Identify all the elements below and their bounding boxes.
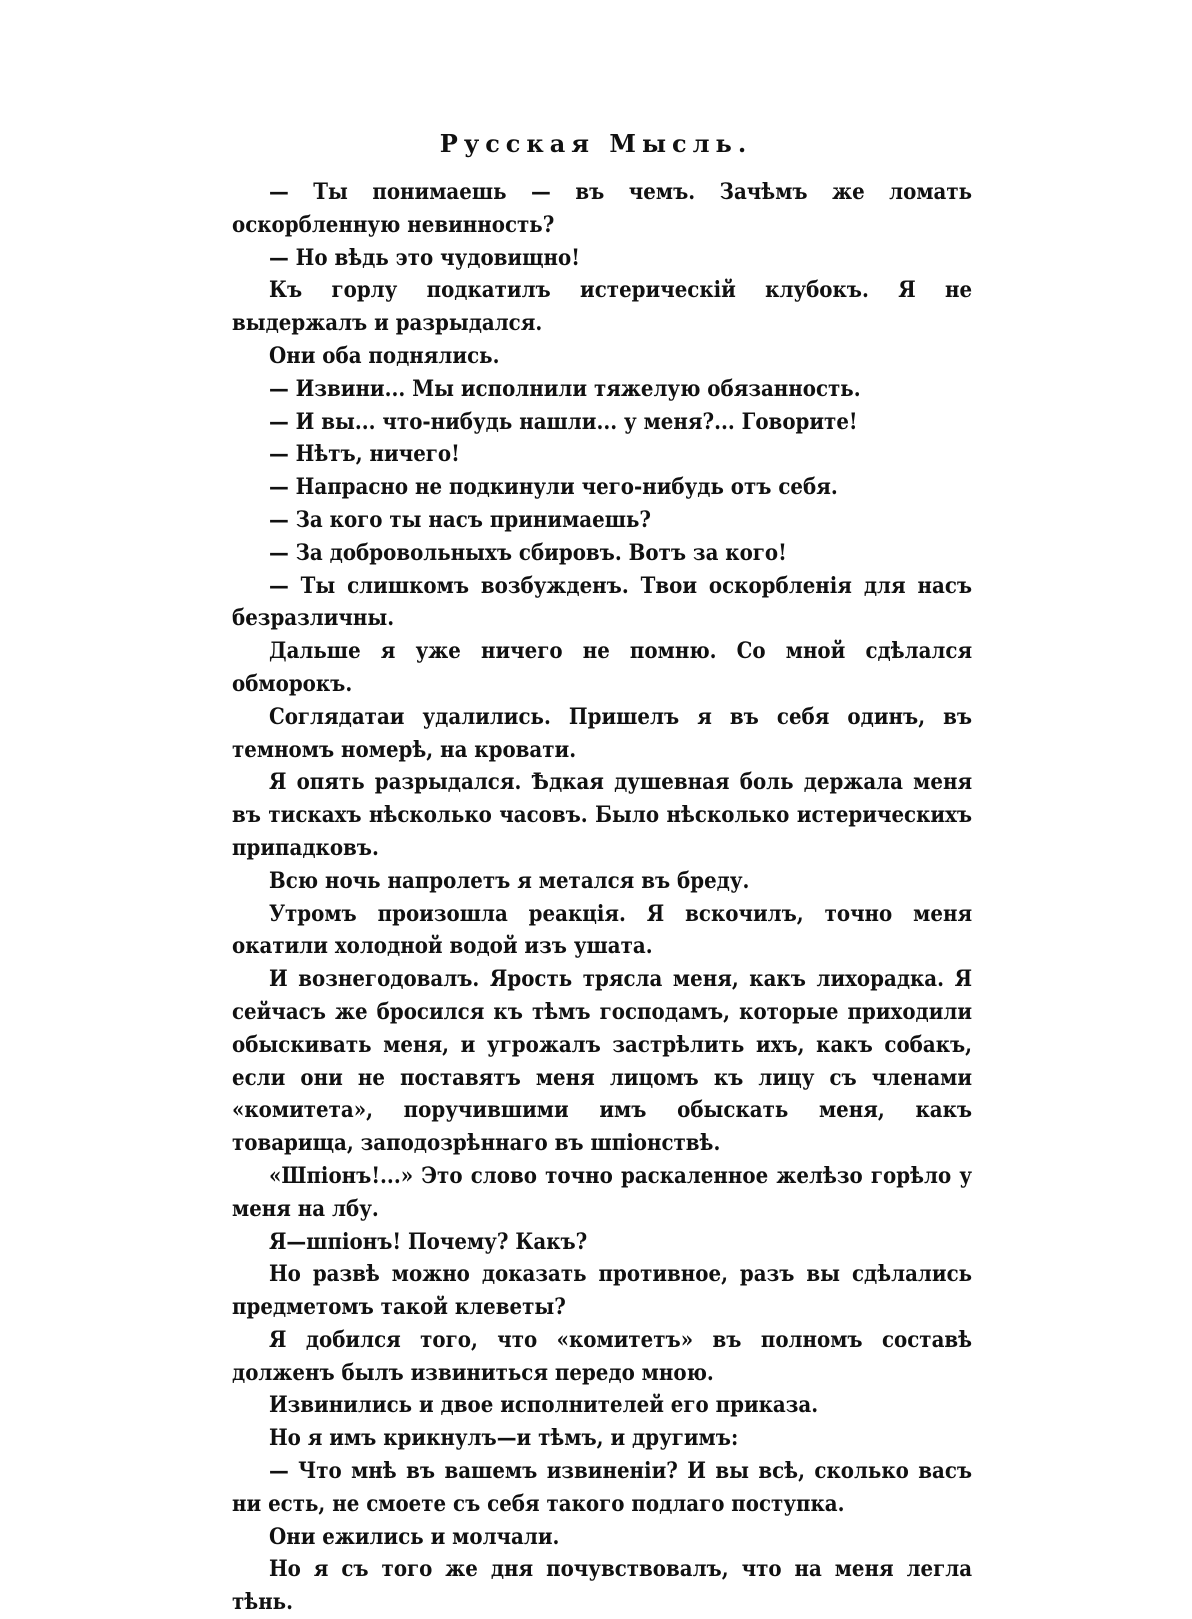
paragraph: Они ежились и молчали. bbox=[268, 1523, 560, 1550]
paragraph: — Но вѣдь это чудовищно! bbox=[268, 244, 580, 271]
paragraph: «Шпіонъ!...» Это слово точно раскаленное желѣзо горѣло у меня на лбу. bbox=[232, 1162, 973, 1222]
paragraph: — И вы... что-нибудь нашли... у меня?... Говорите! bbox=[268, 408, 858, 435]
paragraph: — Ты понимаешь — въ чемъ. Зачѣмъ же ломать оскорбленную невинность? bbox=[232, 179, 973, 238]
paragraph: Но развѣ можно доказать противное, разъ вы сдѣлались предметомъ такой клеветы? bbox=[232, 1261, 973, 1321]
paragraph: Извинились и двое исполнителей его приказа. bbox=[268, 1392, 819, 1419]
paragraph: Я опять разрыдался. Ѣдкая душевная боль держала меня въ тискахъ нѣсколько часовъ. Было нѣсколько истерическихъ припадковъ. bbox=[232, 769, 973, 861]
paragraph: Соглядатаи удалились. Пришелъ я въ себя одинъ, въ темномъ номерѣ, на кровати. bbox=[232, 703, 973, 763]
paragraph: Утромъ произошла реакція. Я вскочилъ, точно меня окатили холодной водой изъ ушата. bbox=[232, 900, 973, 960]
paragraph: — За кого ты насъ принимаешь? bbox=[268, 506, 652, 533]
paragraph: Дальше я уже ничего не помню. Со мной сдѣлался обморокъ. bbox=[232, 638, 973, 697]
paragraph: И вознегодовалъ. Ярость трясла меня, какъ лихорадка. Я сейчасъ же бросился къ тѣмъ господамъ, которые приходили обыскивать меня, и угрожалъ застрѣлить ихъ, какъ собакъ, если они не поставятъ меня лицомъ къ лицу съ членами «комитета», поручившими имъ обыскать меня, какъ товарища, заподозрѣннаго въ шпіонствѣ. bbox=[232, 966, 973, 1157]
paragraph: Къ горлу подкатилъ истерическій клубокъ. Я не выдержалъ и разрыдался. bbox=[232, 277, 973, 337]
paragraph: Всю ночь напролетъ я метался въ бреду. bbox=[268, 867, 750, 894]
paragraph: — Что мнѣ въ вашемъ извиненіи? И вы всѣ, сколько васъ ни есть, не смоете съ себя такого подлаго поступка. bbox=[232, 1458, 973, 1517]
paragraph: — Извини... Мы исполнили тяжелую обязанность. bbox=[268, 375, 861, 402]
paragraph: Они оба поднялись. bbox=[268, 342, 500, 369]
paragraph: — Напрасно не подкинули чего-нибудь отъ себя. bbox=[268, 474, 838, 501]
paragraph: — Ты слишкомъ возбужденъ. Твои оскорбленія для насъ безразличны. bbox=[232, 572, 973, 632]
paragraph: Но я съ того же дня почувствовалъ, что на меня легла тѣнь. bbox=[232, 1556, 973, 1616]
running-header: Русская Мысль. bbox=[439, 129, 753, 158]
paragraph: Я—шпіонъ! Почему? Какъ? bbox=[268, 1228, 588, 1255]
paragraph: Я добился того, что «комитетъ» въ полномъ составѣ долженъ былъ извиниться передо мною. bbox=[232, 1326, 973, 1386]
paragraph: Но я имъ крикнулъ—и тѣмъ, и другимъ: bbox=[268, 1425, 739, 1452]
body-text bbox=[232, 176, 973, 1619]
paragraph: — За добровольныхъ сбировъ. Вотъ за кого! bbox=[268, 539, 787, 566]
paragraph: — Нѣтъ, ничего! bbox=[268, 441, 460, 468]
